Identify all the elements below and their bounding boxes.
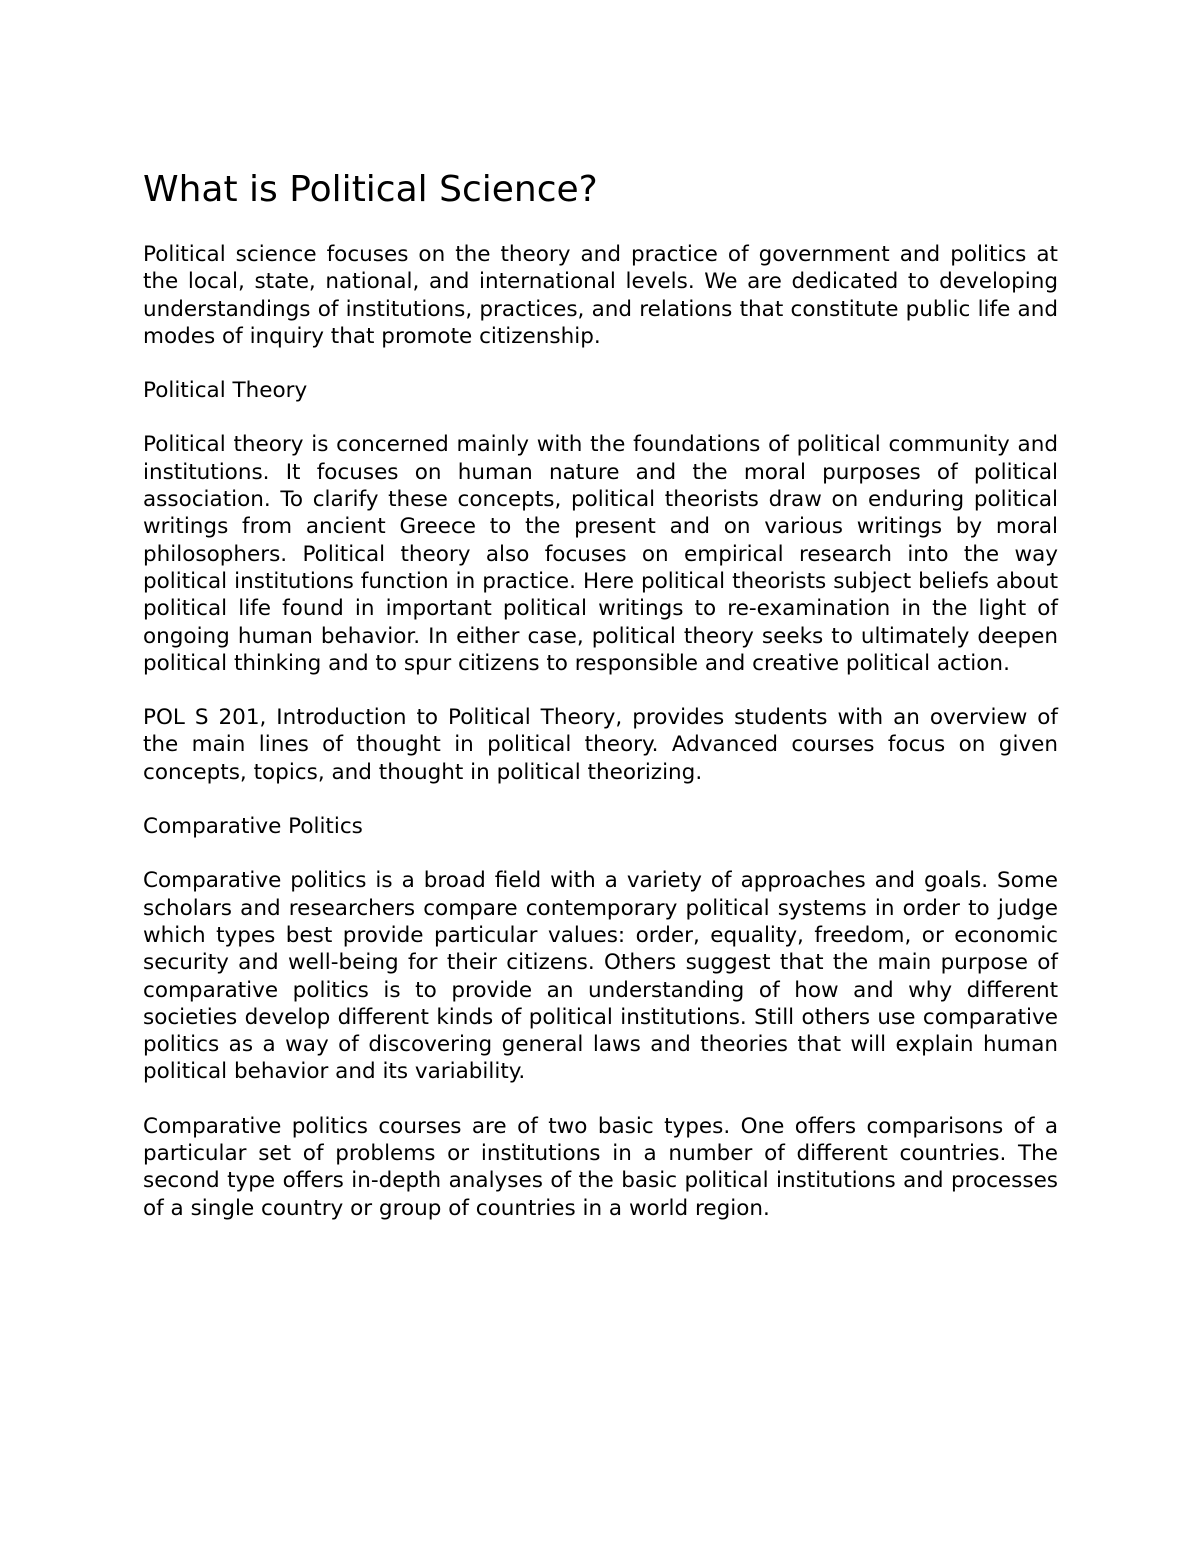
political-theory-paragraph-1: Political theory is concerned mainly with the foundations of political community and institutions. It focuses on human nature and the moral purposes of political association. To clarify these concepts, political theorists draw on enduring political writings from ancient Greece to the present and on various writings by moral philosophers. Political theory also focuses on empirical research into the way political institutions function in practice. Here political theorists subject beliefs about political life found in important political writings to re-examination in the light of ongoing human behavior. In either case, political theory seeks to ultimately deepen political thinking and to spur citizens to responsible and creative political action. (143, 432, 1058, 676)
document-body (143, 241, 1058, 1249)
document-title: What is Political Science? (143, 169, 598, 210)
section-heading-political-theory: Political Theory (143, 378, 308, 404)
comparative-politics-paragraph-2: Comparative politics courses are of two basic types. One offers comparisons of a particular set of problems or institutions in a number of different countries. The second type offers in-depth analyses of the basic political institutions and processes of a single country or group of countries in a world region. (143, 1113, 1058, 1221)
section-heading-comparative-politics: Comparative Politics (143, 814, 363, 840)
comparative-politics-paragraph-1: Comparative politics is a broad field with a variety of approaches and goals. Some scholars and researchers compare contemporary political systems in order to judge which types best provide particular values: order, equality, freedom, or economic security and well-being for their citizens. Others suggest that the main purpose of comparative politics is to provide an understanding of how and why different societies develop different kinds of political institutions. Still others use comparative politics as a way of discovering general laws and theories that will explain human political behavior and its variability. (143, 868, 1058, 1085)
intro-paragraph: Political science focuses on the theory and practice of government and politics at the local, state, national, and international levels. We are dedicated to developing understandings of institutions, practices, and relations that constitute public life and modes of inquiry that promote citizenship. (143, 242, 1058, 349)
political-theory-paragraph-2: POL S 201, Introduction to Political Theory, provides students with an overview of the main lines of thought in political theory. Advanced courses focus on given concepts, topics, and thought in political theorizing. (143, 705, 1058, 785)
